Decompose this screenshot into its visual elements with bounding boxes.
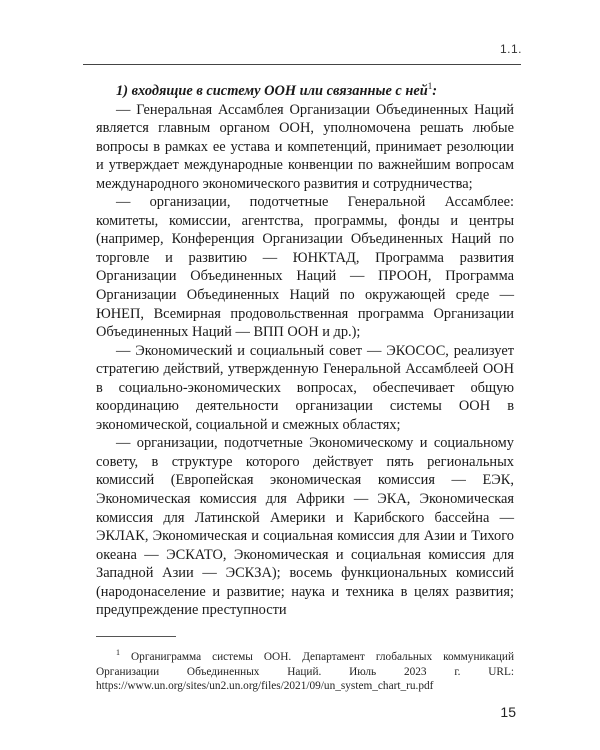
footnote-rule bbox=[96, 636, 176, 637]
list-heading bbox=[96, 82, 514, 101]
heading-suffix: : bbox=[432, 83, 438, 99]
body-text bbox=[96, 82, 514, 620]
header-rule bbox=[83, 64, 521, 65]
paragraph-ecosoc: — Экономический и социальный совет — ЭКОСОС, реализует стратегию действий, утвержденную Генеральной Ассамблеей ООН в социально-экономических вопросах, обеспечивает общую координацию деятельности организации системы ООН в экономической, социальной и смежных областях; bbox=[96, 342, 514, 433]
footnote-number: 1 bbox=[116, 648, 120, 658]
page-number: 15 bbox=[500, 704, 516, 720]
heading-footnote-mark: 1 bbox=[427, 81, 433, 92]
running-header-section-number: 1.1. bbox=[499, 42, 522, 56]
heading-text: 1) входящие в систему ООН или связанные с ней bbox=[116, 83, 428, 99]
paragraph-assembly-organizations: — организации, подотчетные Генеральной Ассамблее: комитеты, комиссии, агентства, программы, фонды и центры (например, Конференция Организации Объединенных Наций по торговле и развитию — ЮНКТАД, Программа развития Организации Объединенных Наций — ПРООН, Программа Организации Объединенных Наций по окружающей среде — ЮНЕП, Всемирная продовольственная программа Организации Объединенных Наций — ВПП ООН и др.); bbox=[96, 194, 514, 341]
paragraph-ecosoc-organizations: — организации, подотчетные Экономическому и социальному совету, в структуре которого действует пять региональных комиссий (Европейская экономическая комиссия — ЕЭК, Экономическая комиссия для Африки — ЭКА, Экономическая комиссия для Латинской Америки и Карибского бассейна — ЭКЛАК, Экономическая и социальная комиссия для Азии и Тихого океана — ЭСКАТО, Экономическая и социальная комиссия для Западной Азии — ЭСКЗА); восемь функциональных комиссий (народонаселение и развитие; наука и техника в целях развития; предупреждение преступности bbox=[96, 435, 514, 619]
footnote-text: Органиграмма системы ООН. Департамент глобальных коммуникаций Организации Объединенных Наций. Июль 2023 г. URL: https://www.un.org/sites/un2.un.org/files/2021/09/un_system_chart_ru.pdf bbox=[96, 651, 514, 693]
footnote bbox=[96, 650, 514, 694]
paragraph-general-assembly: — Генеральная Ассамблея Организации Объединенных Наций является главным органом ООН, уполномочена решать любые вопросы в рамках ее устава и компетенций, принимает резолюции и утверждает международные конвенции по важнейшим вопросам международного экономического развития и сотрудничества; bbox=[96, 101, 514, 192]
